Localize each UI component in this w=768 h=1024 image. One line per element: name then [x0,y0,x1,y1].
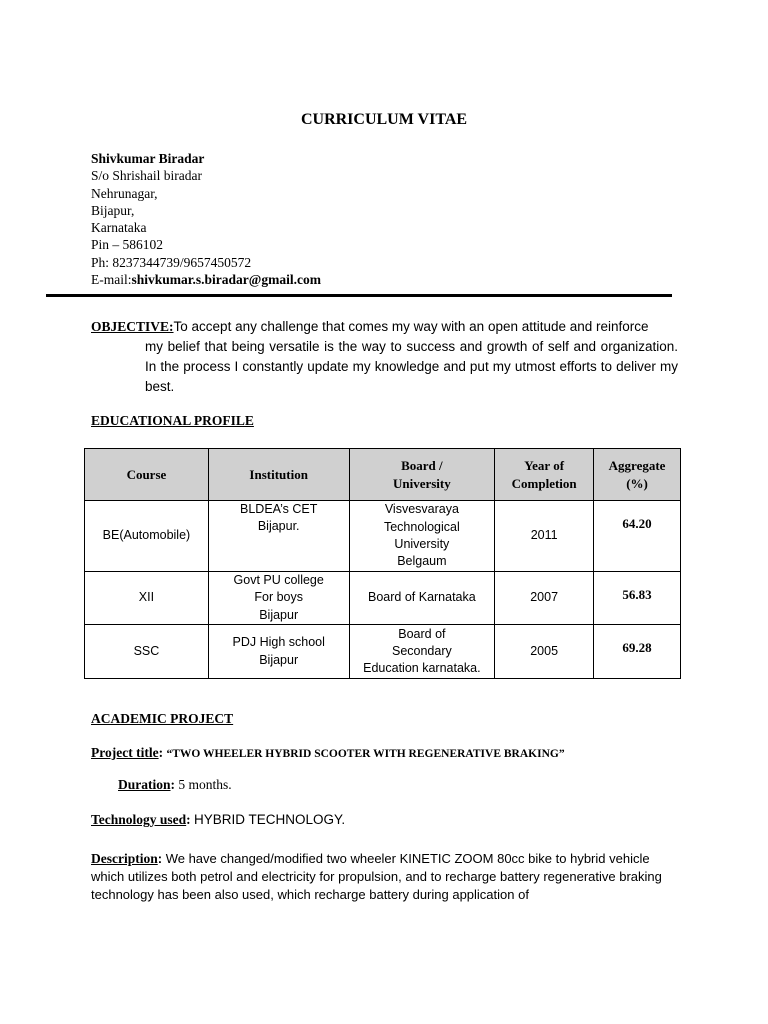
description-label: Description [91,851,158,866]
objective-text: my belief that being versatile is the way to success and growth of self and organization. In the process I constantly update my knowledge and put my utmost efforts to deliver my best. [145,339,678,394]
document-title: CURRICULUM VITAE [300,111,468,128]
cell-year: 2005 [495,625,594,679]
email-label: E-mail: [91,272,132,288]
description-text: We have changed/modified two wheeler KINETIC ZOOM 80cc bike to hybrid vehicle which utilizes both petrol and electricity for propulsion, and to recharge battery regenerative braking technology has been also used, which recharge battery during application of [91,851,662,902]
cell-aggregate: 69.28 [594,625,681,679]
col-institution: Institution [208,449,349,501]
address-state: Karnataka [91,220,147,236]
cell-aggregate: 64.20 [594,501,681,572]
col-board: Board / University [349,449,495,501]
cell-board: Visvesvaraya Technological University Belgaum [349,501,495,572]
technology-label: Technology used [91,812,187,827]
address-city: Bijapur, [91,202,135,218]
table-row [85,625,681,679]
cell-institution: BLDEA’s CET Bijapur. [208,501,349,572]
objective-label: OBJECTIVE: [91,319,174,334]
duration-label: Duration [118,777,171,792]
address-pin: Pin – 586102 [91,237,164,253]
cell-board: Board of Karnataka [349,572,495,625]
objective-section [91,317,678,397]
duration-value: 5 months. [178,777,232,792]
objective-first-line: To accept any challenge that comes my way with an open attitude and reinforce [173,319,649,334]
education-heading: EDUCATIONAL PROFILE [91,413,254,428]
technology-value: HYBRID TECHNOLOGY. [194,812,346,827]
cell-board: Board of Secondary Education karnataka. [349,625,495,679]
project-title-label: Project title [91,745,159,760]
duration-line: Duration: 5 months. [118,777,232,792]
contact-block [91,150,321,288]
project-heading: ACADEMIC PROJECT [91,711,234,726]
divider-rule [46,294,672,297]
table-header-row [85,449,681,501]
technology-line: Technology used: HYBRID TECHNOLOGY. [91,812,346,827]
col-year: Year of Completion [495,449,594,501]
cell-institution: Govt PU college For boys Bijapur [208,572,349,625]
col-course: Course [85,449,209,501]
cell-year: 2011 [495,501,594,572]
cell-aggregate: 56.83 [594,572,681,625]
cell-institution: PDJ High school Bijapur [208,625,349,679]
parent-name: S/o Shrishail biradar [91,168,202,184]
col-aggregate: Aggregate (%) [594,449,681,501]
project-title-value: “TWO WHEELER HYBRID SCOOTER WITH REGENERATIVE BRAKING” [166,748,565,760]
address-area: Nehrunagar, [91,185,158,201]
email-line [91,271,321,288]
cell-course: BE(Automobile) [85,501,209,572]
description-block: Description: We have changed/modified two wheeler KINETIC ZOOM 80cc bike to hybrid vehicle which utilizes both petrol and electricity for propulsion, and to recharge battery regenerative braking technology has been also used, which recharge battery during application of [91,851,662,902]
education-table [84,448,681,679]
cell-course: SSC [85,625,209,679]
project-title-line: Project title: “TWO WHEELER HYBRID SCOOTER WITH REGENERATIVE BRAKING” [91,745,565,760]
phone-number: Ph: 8237344739/9657450572 [91,254,252,270]
table-row [85,501,681,572]
email-address[interactable]: shivkumar.s.biradar@gmail.com [131,272,321,288]
cell-year: 2007 [495,572,594,625]
cell-course: XII [85,572,209,625]
table-row [85,572,681,625]
candidate-name: Shivkumar Biradar [91,151,205,166]
